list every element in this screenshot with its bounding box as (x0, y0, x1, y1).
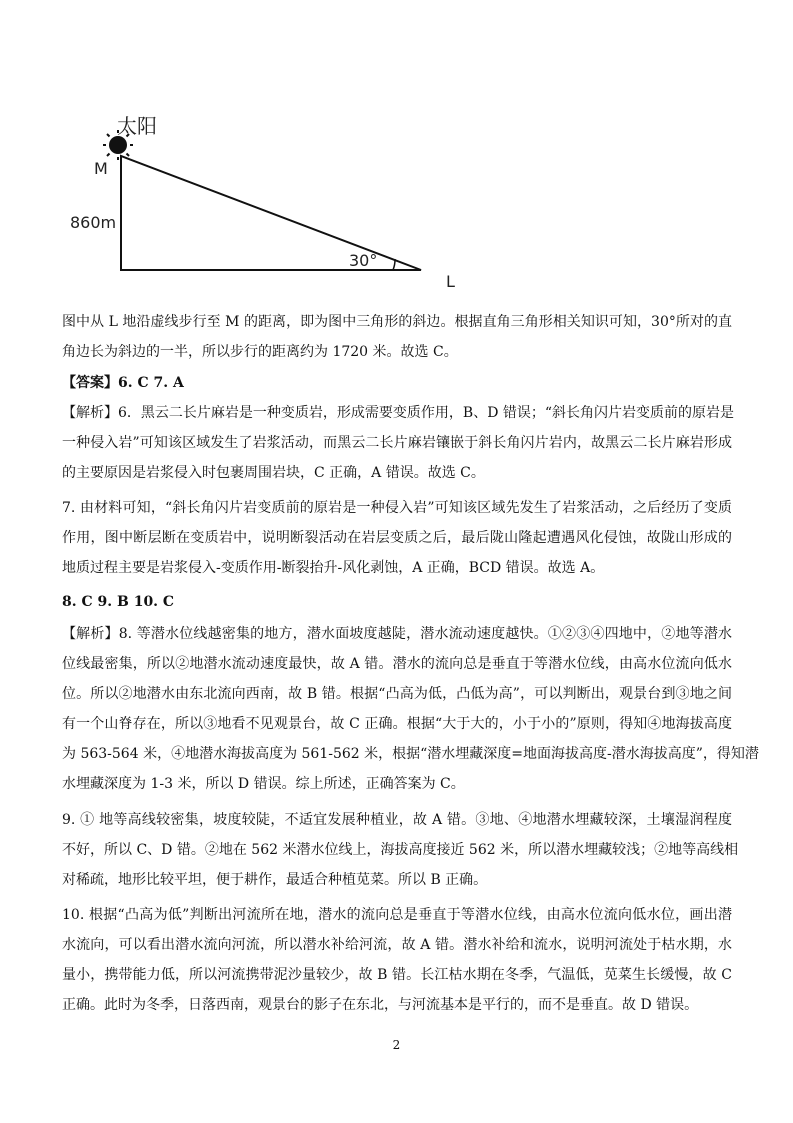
text-line: 不好，所以 C、D 错。②地在 562 米潜水位线上，海拔高度接近 562 米，所以潜水埋藏较浅；②地等高线相 (62, 842, 739, 858)
text-line: 【解析】6．黑云二长片麻岩是一种变质岩，形成需要变质作用，B、D 错误；“斜长角闪片岩变质前的原岩是 (62, 405, 735, 421)
text-line: 图中从 L 地沿虚线步行至 M 的距离，即为图中三角形的斜边。根据直角三角形相关知识可知，30°所对的直 (62, 314, 732, 330)
text-line: 对稀疏，地形比较平坦，便于耕作，最适合种植苋菜。所以 B 正确。 (62, 872, 488, 888)
analysis-6 (62, 398, 735, 488)
text-line: 位线最密集，所以②地潜水流动速度最快，故 A 错。潜水的流向总是垂直于等潜水位线，由高水位流向低水 (62, 656, 732, 672)
angle-label: 30° (349, 251, 378, 270)
text-line: 10. 根据“凸高为低”判断出河流所在地，潜水的流向总是垂直于等潜水位线，由高水位流向低水位，画出潜 (62, 907, 732, 923)
text-line: 的主要原因是岩浆侵入时包裹周围岩块，C 正确，A 错误。故选 C。 (62, 465, 485, 481)
answer-line: 8. C 9. B 10. C (62, 594, 175, 610)
text-line: 7. 由材料可知，“斜长角闪片岩变质前的原岩是一种侵入岩”可知该区域先发生了岩浆活动，之后经历了变质 (62, 500, 732, 516)
text-line: 有一个山脊存在，所以③地看不见观景台，故 C 正确。根据“大于大的，小于小的”原则，得知④地海拔高度 (62, 716, 732, 732)
height-label: 860m (70, 213, 117, 232)
answer-6-7 (62, 368, 732, 398)
text-line: 9. ① 地等高线较密集，坡度较陡，不适宜发展种植业，故 A 错。③地、④地潜水埋藏较深，土壤湿润程度 (62, 812, 732, 828)
text-line: 水埋藏深度为 1-3 米，所以 D 错误。综上所述，正确答案为 C。 (62, 776, 465, 792)
text-line: 角边长为斜边的一半，所以步行的距离约为 1720 米。故选 C。 (62, 344, 458, 360)
text-line: 量小，携带能力低，所以河流携带泥沙量较少，故 B 错。长江枯水期在冬季，气温低，苋菜生长缓慢，故 C (62, 967, 732, 983)
text-line: 正确。此时为冬季，日落西南，观景台的影子在东北，与河流基本是平行的，而不是垂直。故 D 错误。 (62, 997, 699, 1013)
answer-line: 【答案】6. C 7. A (62, 375, 184, 391)
point-m-label: M (94, 159, 108, 178)
point-l-label: L (446, 272, 455, 291)
sun-label: 太阳 (117, 114, 157, 138)
text-line: 地质过程主要是岩浆侵入-变质作用-断裂抬升-风化剥蚀，A 正确，BCD 错误。故选 A。 (62, 560, 605, 576)
analysis-10 (62, 900, 732, 1020)
text-line: 一种侵入岩”可知该区域发生了岩浆活动，而黑云二长片麻岩镶嵌于斜长角闪片岩内，故黑云二长片麻岩形成 (62, 435, 732, 451)
page-number: 2 (392, 1038, 401, 1052)
analysis-7 (62, 493, 732, 583)
analysis-9 (62, 805, 739, 895)
text-line: 位。所以②地潜水由东北流向西南，故 B 错。根据“凸高为低，凸低为高”，可以判断出，观景台到③地之间 (62, 686, 732, 702)
explanation-5 (62, 307, 732, 367)
text-line: 为 563-564 米，④地潜水海拔高度为 561-562 米，根据“潜水埋藏深度=地面海拔高度-潜水海拔高度”，得知潜 (62, 746, 759, 762)
text-line: 水流向，可以看出潜水流向河流，所以潜水补给河流，故 A 错。潜水补给和流水，说明河流处于枯水期，水 (62, 937, 732, 953)
analysis-8 (62, 619, 759, 799)
triangle-figure (60, 100, 480, 300)
answer-8-10 (62, 587, 732, 617)
text-line: 作用，图中断层断在变质岩中，说明断裂活动在岩层变质之后，最后陇山隆起遭遇风化侵蚀，故陇山形成的 (62, 530, 732, 546)
text-line: 【解析】8. 等潜水位线越密集的地方，潜水面坡度越陡，潜水流动速度越快。①②③④四地中，②地等潜水 (62, 626, 732, 642)
